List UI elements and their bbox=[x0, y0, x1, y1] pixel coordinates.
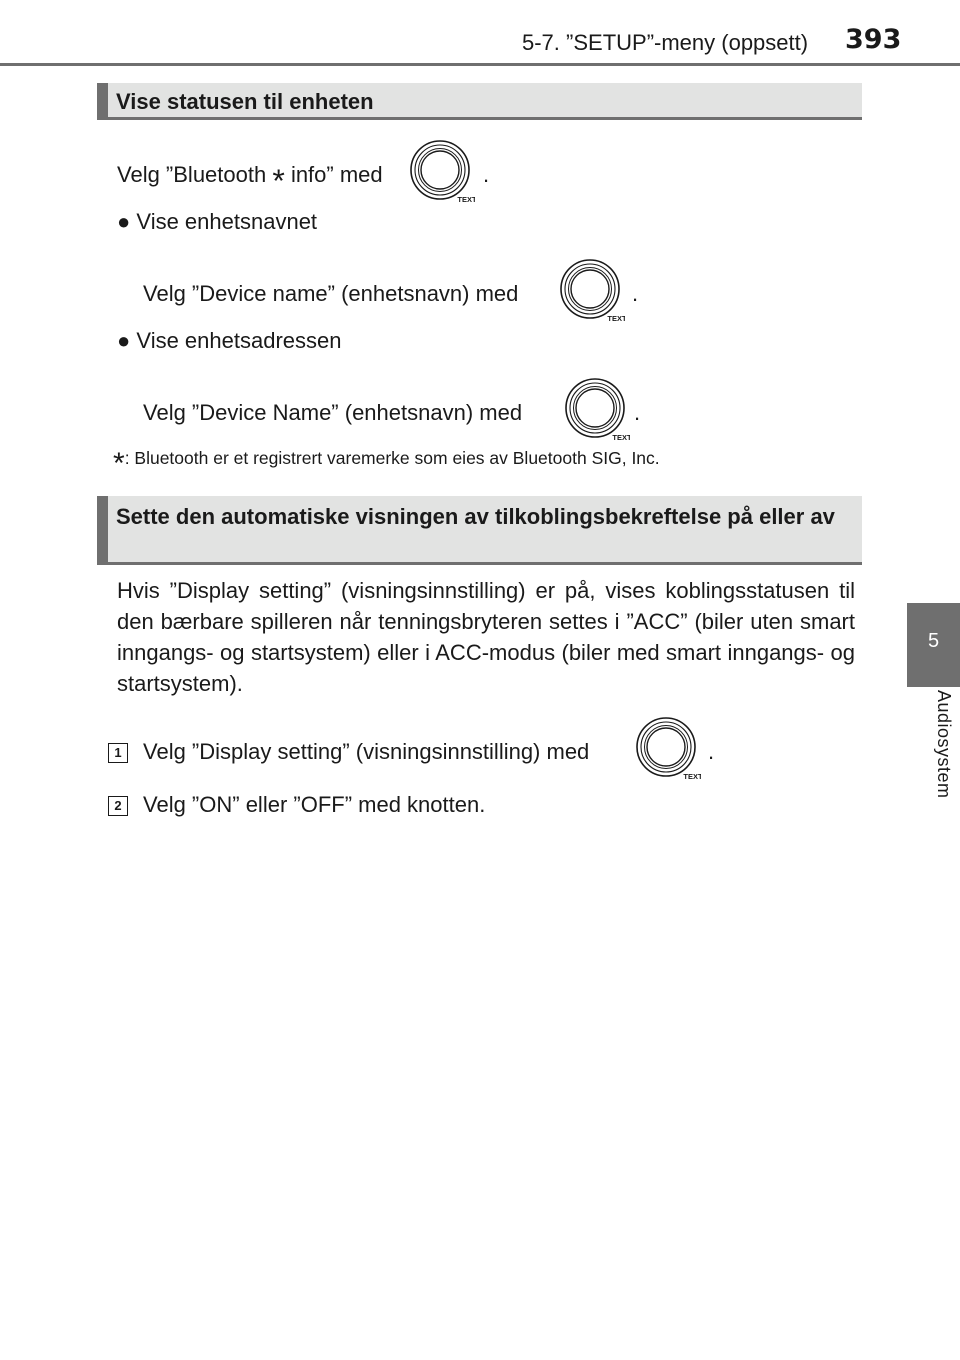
knob-label: TEXT bbox=[683, 772, 701, 781]
instruction-period: . bbox=[632, 281, 639, 306]
section-heading-device-status: Vise statusen til enheten bbox=[97, 83, 862, 120]
header-rule bbox=[0, 63, 960, 66]
knob-icon bbox=[559, 258, 625, 324]
trademark-star: * bbox=[272, 163, 285, 199]
footnote-star: * bbox=[113, 447, 125, 480]
intro-text-before: Velg ”Bluetooth bbox=[117, 162, 267, 187]
knob-icon bbox=[564, 377, 630, 443]
intro-text-after: info” med bbox=[290, 162, 383, 187]
step-number-box: 2 bbox=[108, 796, 128, 816]
section-heading-auto-display: Sette den automatiske visningen av tilkoblingsbekreftelse på eller av bbox=[97, 496, 862, 565]
knob-label: TEXT bbox=[612, 433, 630, 442]
bullet-item-device-name bbox=[117, 207, 317, 237]
bullet-title: Vise enhetsnavnet bbox=[136, 209, 318, 234]
bullet-symbol: ● bbox=[117, 328, 131, 353]
knob-label: TEXT bbox=[607, 314, 625, 323]
section-paragraph: Hvis ”Display setting” (visningsinnstilling) er på, vises koblingsstatusen til den bærbare spilleren når tenningsbryteren settes i ”ACC” (biler uten smart inngangs- og startsystem) eller i ACC-modus (biler med smart inngangs- og startsystem). bbox=[117, 578, 855, 696]
instruction-period: . bbox=[634, 400, 641, 425]
step-period: . bbox=[708, 739, 715, 764]
intro-instruction bbox=[117, 160, 383, 199]
tune-knob-icon bbox=[559, 258, 625, 329]
knob-icon bbox=[409, 139, 475, 205]
page-number: 393 bbox=[845, 24, 902, 55]
bullet-item-device-address bbox=[117, 326, 342, 356]
chapter-tab-label: Audiosystem bbox=[934, 690, 954, 799]
knob-icon bbox=[635, 716, 701, 782]
tune-knob-icon bbox=[635, 716, 701, 787]
bullet-symbol: ● bbox=[117, 209, 131, 234]
section-header: 5-7. ”SETUP”-meny (oppsett) bbox=[522, 30, 809, 55]
bullet-instruction-device-name: Velg ”Device name” (enhetsnavn) med bbox=[143, 281, 519, 306]
step-text: Velg ”Display setting” (visningsinnstilling) med bbox=[143, 739, 590, 764]
footnote-text: : Bluetooth er et registrert varemerke som eies av Bluetooth SIG, Inc. bbox=[124, 448, 660, 468]
bullet-instruction-device-address: Velg ”Device Name” (enhetsnavn) med bbox=[143, 400, 523, 425]
trademark-footnote bbox=[113, 447, 660, 480]
step-number-box: 1 bbox=[108, 743, 128, 763]
chapter-tab-number: 5 bbox=[927, 630, 940, 652]
intro-period: . bbox=[483, 162, 490, 187]
bullet-title: Vise enhetsadressen bbox=[136, 328, 342, 353]
tune-knob-icon bbox=[564, 377, 630, 448]
knob-label: TEXT bbox=[457, 195, 475, 204]
tune-knob-icon bbox=[409, 139, 475, 210]
step-text: Velg ”ON” eller ”OFF” med knotten. bbox=[143, 792, 486, 817]
